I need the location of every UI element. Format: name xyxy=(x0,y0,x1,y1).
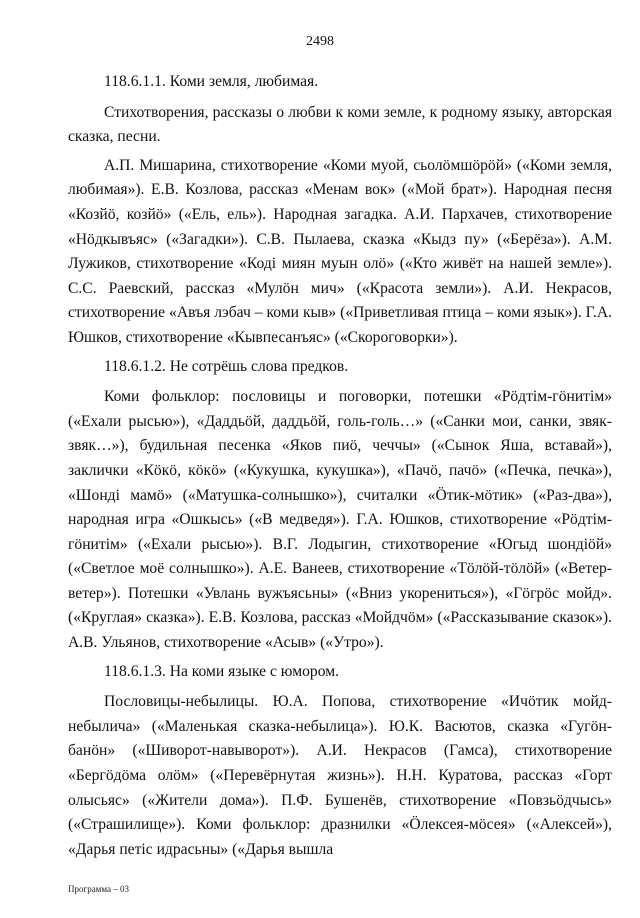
section-heading-1: 118.6.1.1. Коми земля, любимая. xyxy=(104,73,319,90)
paragraph-intro: Стихотворения, рассказы о любви к коми земле, к родному языку, авторская сказка, песни. xyxy=(68,103,612,146)
document-body xyxy=(68,70,612,866)
paragraph-folklore: Коми фольклор: пословицы и поговорки, потешки «Рöдтім-гöнитім» («Ехали рысью»), «Даддьöй, даддьöй, голь-голь…» («Санки мои, санки, звяк- звяк…»), будильная песенка «Яков пиö, чеччы» («Сынок Яша, вставай»), заклички «Кöкö, кöкö» («Кукушка, кукушка»), «Пачö, пачö» («Печка, печка»), «Шонді мамö» («Матушка-солнышко»), считалки «Öтик-мöтик» («Раз-два»), народная игра «Ошкысь» («В медведя»). Г.А. Юшков, стихотворение «Рöдтім- гöнитім» («Ехали рысью»). В.Г. Лодыгин, стихотворение «Югыд шондiöй» («Светлое моё солнышко»). А.Е. Ванеев, стихотворение «Тöлöй-тöлöй» («Ветер-ветер»). Потешки «Увлань вужъясьны» («Вниз укорениться»), «Гöгрöс мойд». («Круглая» сказка»). Е.В. Козлова, рассказ «Мойдчöм» («Рассказывание сказок»). А.В. Ульянов, стихотворение «Асыв» («Утро»). xyxy=(68,388,612,652)
section-heading-3: 118.6.1.3. На коми языке с юмором. xyxy=(104,662,339,680)
paragraph-works-1: А.П. Мишарина, стихотворение «Коми муой, сьолöмшöрöй» («Коми земля, любимая»). Е.В. Козлова, рассказ «Менам вок» («Мой брат»). Народная песня «Козйö, козйö» («Ель, ель»). Народная загадка. А.И. Пархачев, стихотворение «Нöдкывъяс» («Загадки»). С.В. Пылаева, сказка «Кыдз пу» («Берёза»). А.М. Лужиков, стихотворение «Коді миян муын олö» («Кто живёт на нашей земле»). С.С. Раевский, рассказ «Мулöн мич» («Красота земли»). А.И. Некрасов, стихотворение «Авъя лэбач – коми кыв» («Приветливая птица – коми язык»). Г.А. Юшков, стихотворение «Кывпесанъяс» («Скороговорки»). xyxy=(68,156,612,346)
page-number: 2498 xyxy=(306,34,334,49)
paragraph-humor: Пословицы-небылицы. Ю.А. Попова, стихотворение «Ичöтик мойд-небылича» («Маленькая сказка-небылица»). Ю.К. Васютов, сказка «Гугöн- банöн» («Шиворот-навыворот»). А.И. Некрасов (Гамса), стихотворение «Бергöдöма олöм» («Перевёрнутая жизнь»). Н.Н. Куратова, рассказ «Горт олысьяс» («Жители дома»). П.Ф. Бушенёв, стихотворение «Повзьöдчысь» («Страшилище»). Коми фольклор: дразнилки «Öлексея-мöсея» («Алексей»), «Дарья петiс идрасьны» («Дарья вышла xyxy=(68,693,612,858)
footer-label: Программа – 03 xyxy=(68,884,130,894)
section-heading-2: 118.6.1.2. Не сотрёшь слова предков. xyxy=(104,357,349,375)
